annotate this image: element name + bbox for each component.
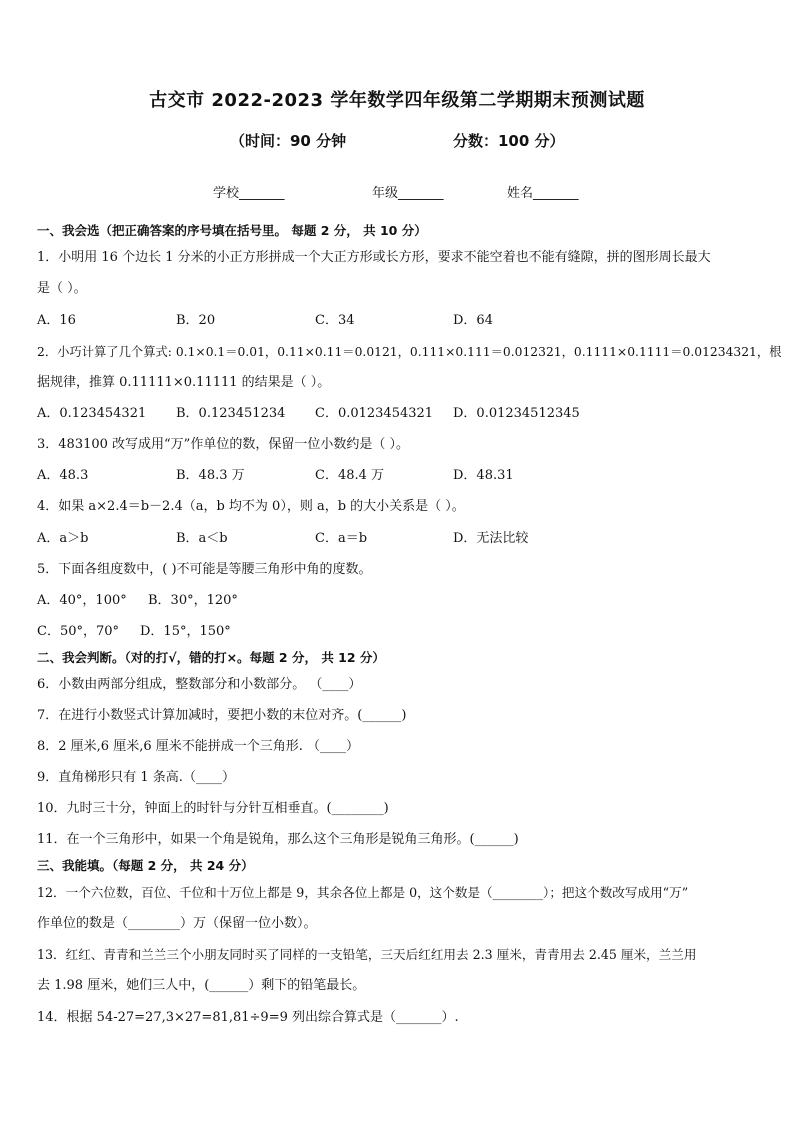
question-2-text-cont: 据规律，推算 0.11111×0.11111 的结果是（ ）。 (37, 375, 331, 390)
grade-field: 年级_______ (372, 186, 444, 201)
name-field: 姓名_______ (507, 186, 579, 201)
question-2-option-d: D．0.01234512345 (453, 406, 580, 421)
question-1-option-a: A．16 (37, 313, 76, 328)
question-7-text: 7．在进行小数竖式计算加减时，要把小数的末位对齐。(______) (37, 708, 407, 723)
question-10-text: 10．九时三十分，钟面上的时针与分针互相垂直。(________) (37, 801, 389, 816)
question-5-option-b: B．30°，120° (148, 593, 238, 608)
question-2-option-b: B．0.123451234 (176, 406, 286, 421)
question-3-option-a: A．48.3 (37, 468, 89, 483)
question-3-option-c: C．48.4 万 (315, 468, 385, 483)
page-title: 古交市 2022-2023 学年数学四年级第二学期期末预测试题 (149, 90, 645, 111)
question-8-text: 8．2 厘米,6 厘米,6 厘米不能拼成一个三角形. （____） (37, 739, 360, 754)
question-9-text: 9．直角梯形只有 1 条高.（____） (37, 770, 235, 785)
section-heading-choice: 一、我会选（把正确答案的序号填在括号里。 每题 2 分， 共 10 分） (37, 223, 427, 238)
question-12-text: 12．一个六位数，百位、千位和十万位上都是 9，其余各位上都是 0，这个数是（________）；把这个数改写成用“万” (37, 885, 689, 900)
question-5-option-c: C．50°，70° (37, 624, 120, 639)
question-13-text-cont: 去 1.98 厘米，她们三人中，(______）剩下的铅笔最长。 (37, 978, 366, 993)
question-6-text: 6．小数由两部分组成，整数部分和小数部分。 （____） (37, 677, 362, 692)
question-3-option-d: D．48.31 (453, 468, 514, 483)
question-1-text-cont: 是（ ）。 (37, 281, 87, 296)
question-2-option-c: C．0.0123454321 (315, 406, 434, 421)
exam-score: 分数：100 分） (453, 132, 565, 150)
question-12-text-cont: 作单位的数是（________）万（保留一位小数）。 (37, 916, 317, 931)
question-5-option-a: A．40°，100° (37, 593, 127, 608)
question-4-option-b: B．a＜b (176, 531, 228, 546)
section-heading-fill: 三、我能填。（每题 2 分， 共 24 分） (37, 858, 254, 873)
question-1-option-d: D．64 (453, 313, 493, 328)
question-4-text: 4．如果 a×2.4＝b－2.4（a，b 均不为 0），则 a，b 的大小关系是（ ）。 (37, 499, 465, 514)
question-4-option-c: C．a＝b (315, 531, 368, 546)
school-field: 学校_______ (213, 186, 285, 201)
exam-time: （时间：90 分钟 (230, 132, 347, 150)
question-5-option-d: D．15°，150° (140, 624, 231, 639)
question-1-option-b: B．20 (176, 313, 216, 328)
question-1-option-c: C．34 (315, 313, 355, 328)
question-3-text: 3．483100 改写成用“万”作单位的数，保留一位小数约是（ ）。 (37, 437, 409, 452)
question-1-text: 1．小明用 16 个边长 1 分米的小正方形拼成一个大正方形或长方形，要求不能空着也不能有缝隙，拼的图形周长最大 (37, 250, 711, 265)
question-2-text: 2．小巧计算了几个算式: 0.1×0.1＝0.01，0.11×0.11＝0.0121，0.111×0.111＝0.012321，0.1111×0.1111＝0.01234321，根 (37, 345, 782, 359)
question-4-option-a: A．a＞b (37, 531, 89, 546)
question-14-text: 14．根据 54-27=27,3×27=81,81÷9=9 列出综合算式是（_______）. (37, 1010, 459, 1025)
question-4-option-d: D．无法比较 (453, 531, 529, 546)
question-13-text: 13．红红、青青和兰兰三个小朋友同时买了同样的一支铅笔，三天后红红用去 2.3 厘米，青青用去 2.45 厘米，兰兰用 (37, 947, 697, 962)
question-5-text: 5．下面各组度数中，( )不可能是等腰三角形中角的度数。 (37, 562, 372, 577)
section-heading-judge: 二、我会判断。（对的打√，错的打×。每题 2 分， 共 12 分） (37, 650, 385, 665)
question-3-option-b: B．48.3 万 (176, 468, 245, 483)
question-11-text: 11．在一个三角形中，如果一个角是锐角，那么这个三角形是锐角三角形。(______) (37, 832, 519, 847)
question-2-option-a: A．0.123454321 (37, 406, 147, 421)
